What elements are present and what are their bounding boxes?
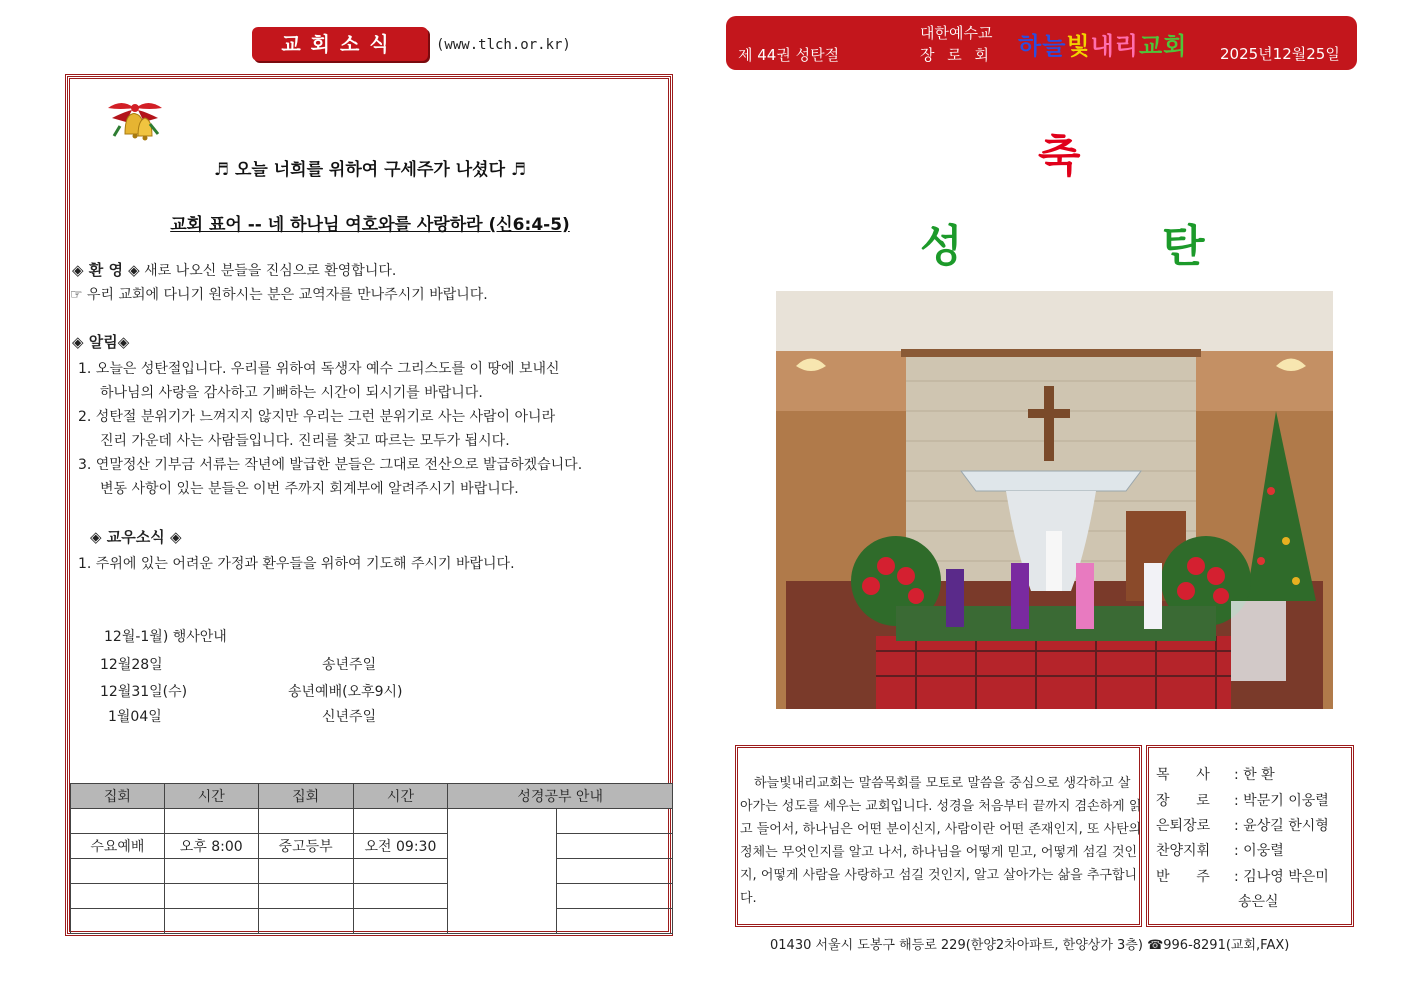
meeting-schedule-table	[70, 783, 673, 934]
staff-line: 은퇴장로 : 윤상길 한시형	[1156, 815, 1329, 835]
church-name-char: 리	[1114, 32, 1139, 60]
christmas-char-2: 탄	[1162, 221, 1205, 272]
staff-line: 찬양지휘 : 이웅렬	[1156, 840, 1284, 860]
notice-line: 진리 가운데 사는 사람들입니다. 진리를 찾고 따르는 모두가 됩시다.	[100, 433, 510, 449]
table-header-row	[71, 784, 673, 809]
staff-name: 한 환	[1243, 767, 1275, 783]
church-name-char: 회	[1163, 32, 1188, 60]
bible-study-cell	[448, 809, 557, 934]
staff-line: 장 로 : 박문기 이웅렬	[1156, 790, 1329, 810]
welcome-note: ☞ 우리 교회에 다니기 원하시는 분은 교역자를 만나주시기 바랍니다.	[70, 287, 488, 303]
table-header: 시간	[353, 784, 448, 809]
notice-line: 하나님의 사랑을 감사하고 기뻐하는 시간이 되시기를 바랍니다.	[100, 385, 483, 401]
welcome-text: 새로 나오신 분들을 진심으로 환영합니다.	[144, 263, 397, 279]
member-news-label: ◈ 교우소식 ◈	[90, 528, 182, 546]
staff-role: 찬양지휘	[1156, 843, 1211, 859]
staff-name: 김나영 박은미	[1243, 869, 1329, 885]
bulletin-date: 2025년12월25일	[1220, 45, 1340, 63]
website-url[interactable]: (www.tlch.or.kr)	[436, 37, 571, 53]
sanctuary-photo	[776, 291, 1333, 709]
event-name: 신년주일	[322, 709, 377, 725]
celebration-char: 축	[1038, 131, 1081, 182]
notice-line: 3. 연말정산 기부금 서류는 작년에 발급한 분들은 그대로 전산으로 발급하겠습니다.	[78, 457, 583, 473]
staff-name: 박문기 이웅렬	[1243, 793, 1329, 809]
table-header: 집회	[71, 784, 165, 809]
notice-line: 1. 오늘은 성탄절입니다. 우리를 위하여 독생자 예수 그리스도를 이 땅에 보내신	[78, 361, 560, 377]
staff-line: 반 주 : 김나영 박은미	[1156, 866, 1329, 886]
notice-label: ◈ 알림◈	[72, 333, 130, 351]
table-header: 성경공부 안내	[448, 784, 673, 809]
staff-role: 목 사	[1156, 767, 1210, 783]
staff-role: 반 주	[1156, 869, 1210, 885]
events-title: 12월-1월) 행사안내	[104, 629, 227, 645]
staff-role: 은퇴장로	[1156, 818, 1211, 834]
church-motto: 교회 표어 -- 네 하나님 여호와를 사랑하라 (신6:4-5)	[170, 215, 570, 235]
song-heading: ♬ 오늘 너희를 위하여 구세주가 나셨다 ♬	[213, 160, 527, 180]
church-name-char: 내	[1090, 32, 1115, 60]
staff-line: 목 사 : 한 환	[1156, 764, 1275, 784]
staff-role: 장 로	[1156, 793, 1210, 809]
church-name	[1018, 26, 1187, 61]
table-row	[71, 809, 673, 834]
denomination-line-1: 대한예수교	[920, 24, 993, 42]
notice-line: 2. 성탄절 분위기가 느껴지지 않지만 우리는 그런 분위기로 사는 사람이 아니라	[78, 409, 556, 425]
staff-name-extra: 송은실	[1238, 894, 1279, 910]
table-row	[71, 909, 673, 934]
event-date: 12월28일	[100, 657, 163, 673]
table-header: 시간	[164, 784, 258, 809]
welcome-label: ◈ 환 영 ◈	[72, 261, 140, 279]
event-name: 송년예배(오후9시)	[288, 684, 403, 700]
church-address: 01430 서울시 도봉구 해등로 229(한양2차아파트, 한양상가 3층) ☎996-8291(교회,FAX)	[770, 938, 1290, 953]
welcome-line	[72, 259, 396, 280]
event-date: 12월31일(수)	[100, 684, 188, 700]
table-header: 집회	[258, 784, 353, 809]
event-date: 1월04일	[108, 709, 162, 725]
volume-label: 제 44권 성탄절	[738, 46, 840, 64]
church-intro-text: 하늘빛내리교회는 말씀목회를 모토로 말씀을 중심으로 생각하고 살아가는 성도를 세우는 교회입니다. 성경을 처음부터 끝까지 겸손하게 읽고 들어서, 하나님은 어떤 분이신지, 사람이란 어떤 존재인지, 또 사탄의 정체는 무엇인지를 알고 나서, 하나님을 어떻게 믿고, 어떻게 섬길 것인지, 어떻게 사람을 사랑하고 섬길 것인지, 알고 살아가는 삶을 추구합니다.	[740, 776, 1142, 906]
news-title: 교회소식	[252, 27, 428, 61]
church-name-char: 늘	[1042, 32, 1067, 60]
table-cell: 수요예배	[71, 834, 165, 859]
staff-name: 이웅렬	[1243, 843, 1284, 859]
event-name: 송년주일	[322, 657, 377, 673]
church-name-char: 하	[1018, 32, 1043, 60]
christmas-char-1: 성	[920, 221, 963, 272]
table-row	[71, 834, 673, 859]
table-cell: 오후 8:00	[164, 834, 258, 859]
denomination-line-2: 장 로 회	[920, 46, 994, 64]
member-news-text: 1. 주위에 있는 어려운 가정과 환우들을 위하여 기도해 주시기 바랍니다.	[78, 556, 515, 572]
staff-name: 윤상길 한시형	[1243, 818, 1329, 834]
notice-line: 변동 사항이 있는 분들은 이번 주까지 회계부에 알려주시기 바랍니다.	[100, 481, 519, 497]
table-cell: 중고등부	[258, 834, 353, 859]
table-row	[71, 859, 673, 884]
church-name-char: 교	[1138, 32, 1164, 60]
christmas-bell-icon	[100, 96, 170, 142]
table-cell: 오전 09:30	[353, 834, 448, 859]
table-row	[71, 884, 673, 909]
church-name-char: 빛	[1066, 32, 1091, 60]
